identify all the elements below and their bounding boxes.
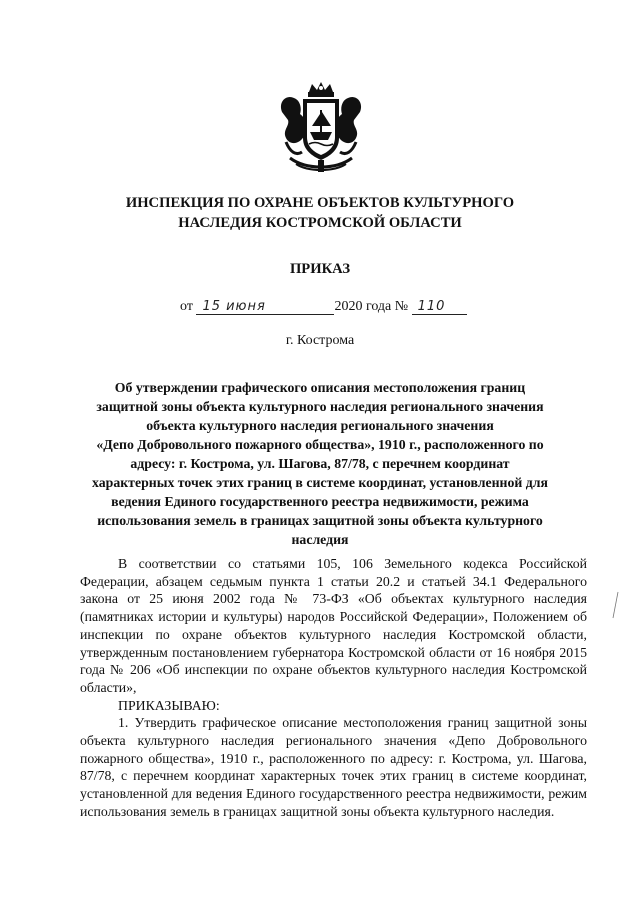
kostroma-coat-of-arms-icon <box>276 82 366 174</box>
margin-pen-mark <box>610 590 620 620</box>
subject-line: объекта культурного наследия регионального значения <box>146 418 494 433</box>
order-subject <box>66 378 574 549</box>
city: г. Кострома <box>285 333 355 348</box>
organization-line-1: ИНСПЕКЦИЯ ПО ОХРАНЕ ОБЪЕКТОВ КУЛЬТУРНОГО <box>125 195 515 211</box>
organization-line-2: НАСЛЕДИЯ КОСТРОМСКОЙ ОБЛАСТИ <box>178 215 462 231</box>
subject-line: наследия <box>291 532 349 547</box>
organization-name <box>60 193 580 233</box>
subject-line: защитной зоны объекта культурного наследия регионального значения <box>96 399 544 414</box>
subject-line: характерных точек этих границ в системе координат, установленной для <box>92 475 548 490</box>
document-type: ПРИКАЗ <box>289 261 351 277</box>
handwritten-date: 15 июня <box>202 299 266 314</box>
preamble-paragraph: В соответствии со статьями 105, 106 Земельного кодекса Российской Федерации, абзацем седьмым пункта 1 статьи 20.2 и статьей 34.1 Федерального закона от 25 июня 2002 года № 73-ФЗ «Об объектах культурного наследия (памятниках истории и культуры) народов Российской Федерации», Положением об инспекции по охране объектов культурного наследия Костромской области, утвержденным постановлением губернатора Костромской области от 16 ноября 2015 года № 206 «Об инспекции по охране объектов культурного наследия Костромской области», <box>80 556 587 695</box>
item-1-paragraph: 1. Утвердить графическое описание местоположения границ защитной зоны объекта культурного наследия регионального значения «Депо Добровольного пожарного общества», 1910 г., расположенного по адресу: г. Кострома, ул. Шагова, 87/78, с перечнем координат характерных точек этих границ в системе координат, установленной для ведения Единого государственного реестра недвижимости, режим использования земель в границах защитной зоны объекта культурного наследия. <box>80 715 587 819</box>
dateline-prefix: от <box>180 299 193 314</box>
subject-line: ведения Единого государственного реестра недвижимости, режима <box>111 494 529 509</box>
order-dateline <box>180 298 467 315</box>
number-blank <box>412 298 467 315</box>
subject-line: адресу: г. Кострома, ул. Шагова, 87/78, с перечнем координат <box>130 456 510 471</box>
order-body <box>80 555 587 821</box>
decree-word: ПРИКАЗЫВАЮ: <box>118 697 220 713</box>
date-blank <box>196 298 334 315</box>
subject-line: использования земель в границах защитной зоны объекта культурного <box>97 513 543 528</box>
handwritten-number: 110 <box>417 299 446 314</box>
subject-line: Об утверждении графического описания местоположения границ <box>114 380 526 395</box>
subject-line: «Депо Добровольного пожарного общества», 1910 г., расположенного по <box>96 437 544 452</box>
dateline-year: 2020 года № <box>334 299 409 314</box>
